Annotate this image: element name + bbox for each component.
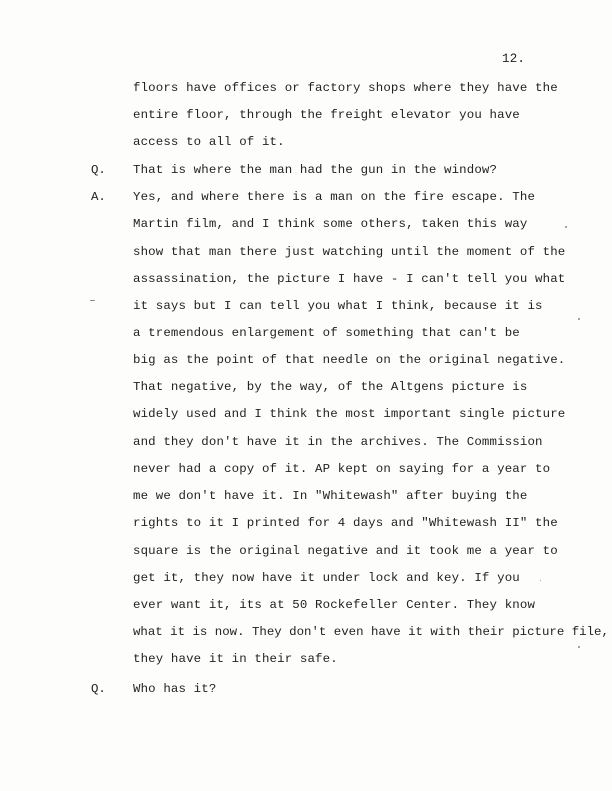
text-line-12: That negative, by the way, of the Altgens picture is	[133, 380, 528, 394]
text-line-16: me we don't have it. In "Whitewash" after buying the	[133, 489, 528, 503]
scan-speck	[578, 318, 580, 320]
scan-speck	[90, 300, 95, 301]
scan-speck	[565, 226, 567, 228]
page-number: 12.	[502, 52, 526, 66]
text-line-4: That is where the man had the gun in the window?	[133, 163, 498, 177]
text-line-23: Who has it?	[133, 682, 217, 696]
text-line-17: rights to it I printed for 4 days and "Whitewash II" the	[133, 516, 558, 530]
text-line-2: entire floor, through the freight elevator you have	[133, 108, 520, 122]
text-line-14: and they don't have it in the archives. The Commission	[133, 435, 543, 449]
text-line-21: what it is now. They don't even have it with their picture file,	[133, 625, 609, 639]
text-line-10: a tremendous enlargement of something that can't be	[133, 326, 520, 340]
text-line-3: access to all of it.	[133, 135, 285, 149]
text-line-20: ever want it, its at 50 Rockefeller Center. They know	[133, 598, 536, 612]
text-line-6: Martin film, and I think some others, taken this way	[133, 217, 528, 231]
text-line-8: assassination, the picture I have - I can't tell you what	[133, 272, 566, 286]
text-line-22: they have it in their safe.	[133, 652, 338, 666]
scan-speck	[540, 580, 541, 581]
text-line-18: square is the original negative and it took me a year to	[133, 544, 558, 558]
text-line-15: never had a copy of it. AP kept on saying for a year to	[133, 462, 551, 476]
speaker-q-1: Q.	[91, 163, 106, 177]
text-line-11: big as the point of that needle on the original negative.	[133, 353, 566, 367]
text-line-13: widely used and I think the most important single picture	[133, 407, 566, 421]
text-line-1: floors have offices or factory shops where they have the	[133, 81, 558, 95]
text-line-5: Yes, and where there is a man on the fire escape. The	[133, 190, 536, 204]
scan-speck	[578, 646, 580, 648]
speaker-a-1: A.	[91, 190, 106, 204]
text-line-19: get it, they now have it under lock and key. If you	[133, 571, 520, 585]
text-line-9: it says but I can tell you what I think, because it is	[133, 299, 543, 313]
text-line-7: show that man there just watching until the moment of the	[133, 245, 566, 259]
speaker-q-2: Q.	[91, 682, 106, 696]
